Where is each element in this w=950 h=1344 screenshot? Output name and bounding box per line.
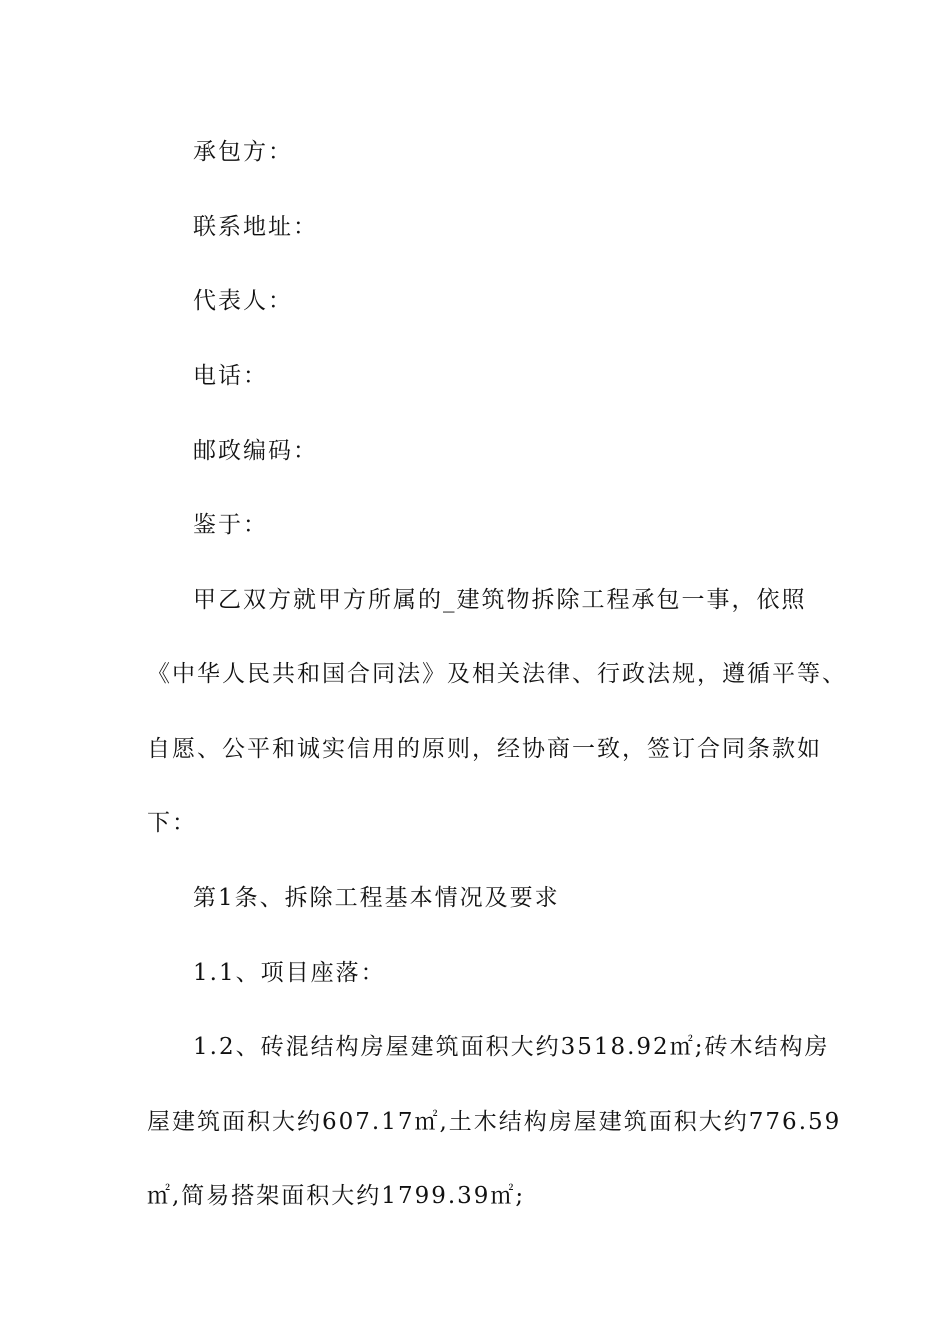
paragraph-line: 《中华人民共和国合同法》及相关法律、行政法规，遵循平等、 xyxy=(147,661,847,687)
phone-label: 电话： xyxy=(193,363,268,389)
contractor-label: 承包方： xyxy=(193,139,293,165)
clause-1-2-line: 1.2、砖混结构房屋建筑面积大约3518.92㎡;砖木结构房 xyxy=(193,1034,830,1060)
address-label: 联系地址： xyxy=(193,214,318,240)
paragraph-line: 自愿、公平和诚实信用的原则，经协商一致，签订合同条款如 xyxy=(147,736,822,762)
clause-1-1: 1.1、项目座落： xyxy=(193,960,386,986)
representative-label: 代表人： xyxy=(193,288,293,314)
postal-code-label: 邮政编码： xyxy=(193,438,318,464)
paragraph-line: 甲乙双方就甲方所属的_建筑物拆除工程承包一事，依照 xyxy=(193,587,807,613)
clause-1-2-line: 屋建筑面积大约607.17㎡,土木结构房屋建筑面积大约776.59 xyxy=(147,1109,842,1135)
paragraph-line: 下： xyxy=(147,810,197,836)
clause-1-2-line: ㎡,简易搭架面积大约1799.39㎡; xyxy=(147,1183,526,1209)
whereas-label: 鉴于： xyxy=(193,512,268,538)
section-heading: 第1条、拆除工程基本情况及要求 xyxy=(193,885,560,911)
